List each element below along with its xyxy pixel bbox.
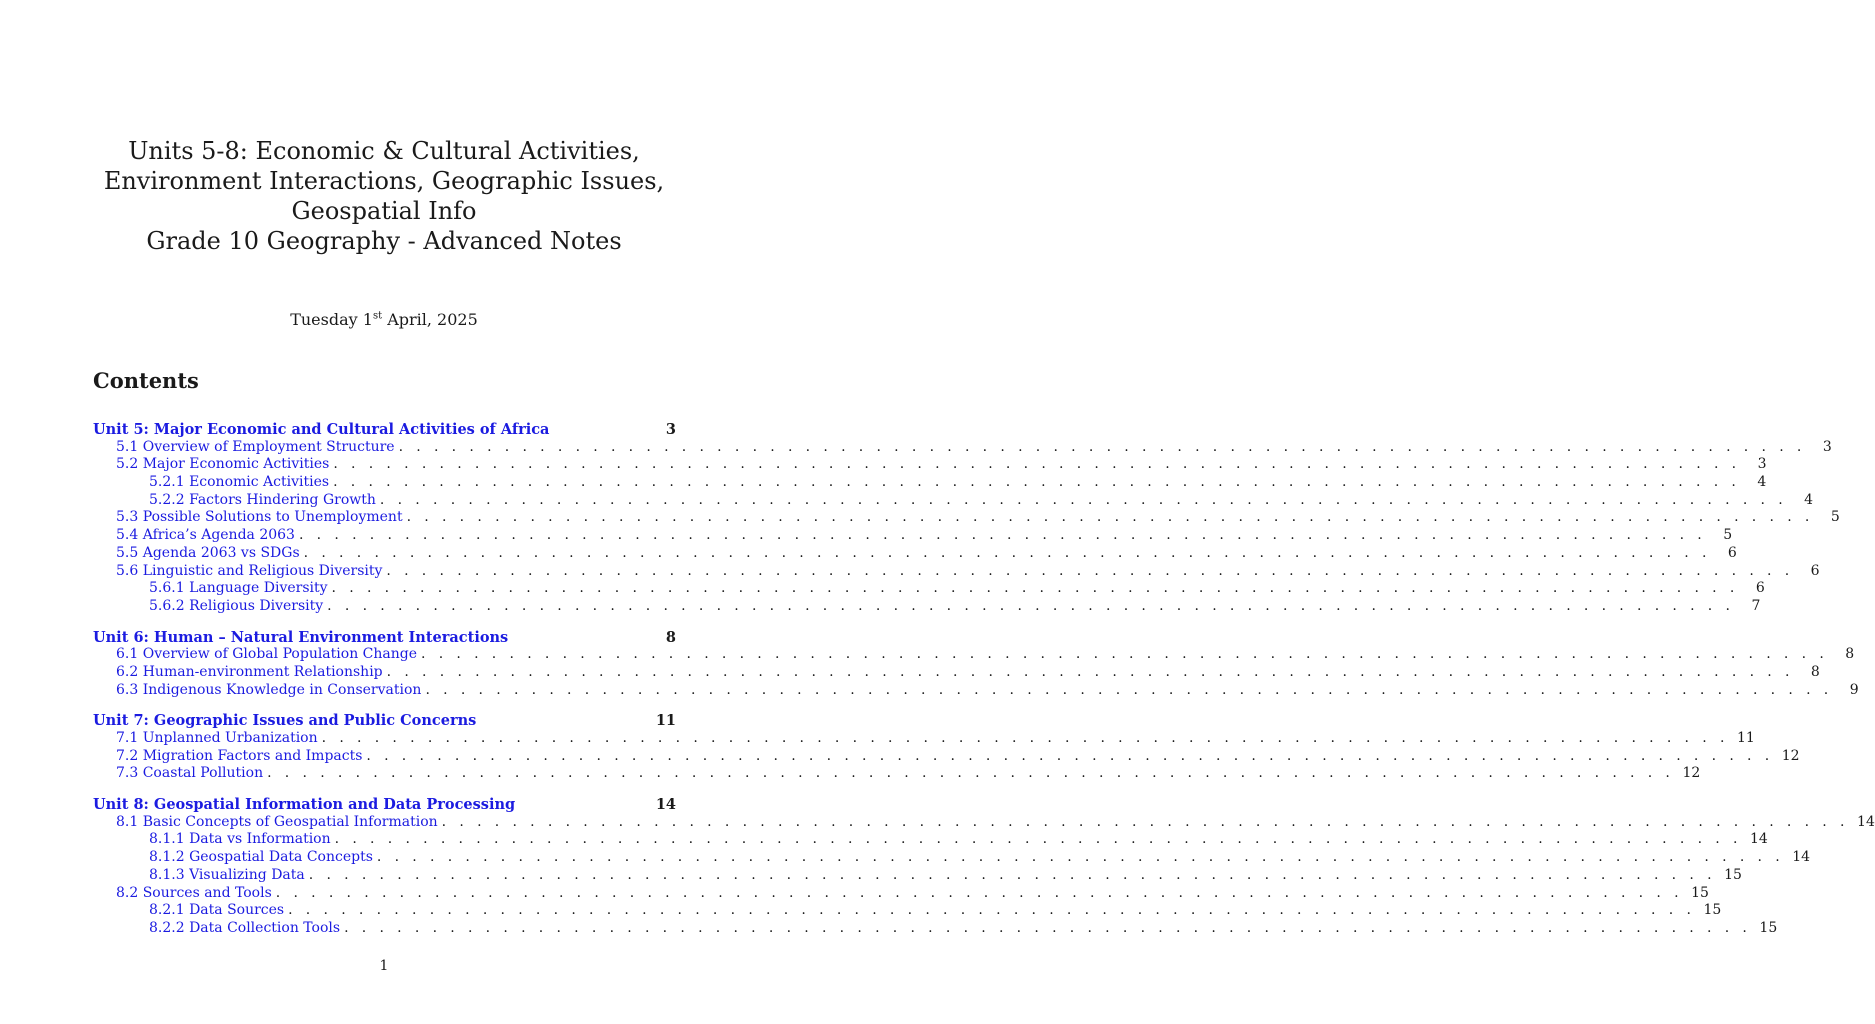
toc-page-number: 14 [655,796,676,814]
toc-page-number: 12 [1682,765,1701,782]
toc-entry-link[interactable]: 5.2.2 Factors Hindering Growth [149,491,376,508]
toc-entry-link[interactable]: 8.1.3 Visualizing Data [149,866,305,883]
toc-leader-dots: . . . . . . . . . . . . . . . . . . . . . . . . . . . . . . . . . . . . . . . . . . . . . . . . . . . . . . . . . . . . . . . . . . . . . . . . . . . . . . . . [331,580,1739,597]
toc-page-number: 3 [1757,456,1767,473]
toc-unit-block [93,628,1859,700]
page-number: 1 [379,958,389,974]
document-title [0,136,768,256]
toc-page-number: 11 [655,712,676,730]
toc-entry-link[interactable]: 5.1 Overview of Employment Structure [116,438,395,455]
toc-leader-dots: . . . . . . . . . . . . . . . . . . . . . . . . . . . . . . . . . . . . . . . . . . . . . . . . . . . . . . . . . . . . . . . . . . . . . . . . . . . . . . . . [366,747,1774,764]
toc-page-number: 3 [665,421,676,438]
toc-section-entry[interactable] [93,527,1733,545]
toc-page-number: 14 [1750,831,1768,848]
toc-entry-link[interactable]: 7.1 Unplanned Urbanization [116,730,318,746]
toc-entry-link[interactable]: 5.5 Agenda 2063 vs SDGs [116,544,300,561]
toc-page-number: 15 [1703,902,1722,919]
title-line: Grade 10 Geography - Advanced Notes [146,227,622,255]
toc-page-number: 15 [1759,919,1778,936]
document-date [0,310,768,329]
toc-section-entry[interactable] [93,813,1875,832]
toc-entry-link[interactable]: 6.3 Indigenous Knowledge in Conservation [116,681,422,698]
toc-subsection-entry[interactable] [93,866,1742,885]
toc-entry-link[interactable]: 8.1.2 Geospatial Data Concepts [149,849,373,866]
toc-leader-dots: . . . . . . . . . . . . . . . . . . . . . . . . . . . . . . . . . . . . . . . . . . . . . . . . . . . . . . . . . . . . . . . . . . . . . . . . . . . . . . . . [441,813,1849,830]
toc-subsection-entry[interactable] [93,491,1814,510]
toc-leader-dots: . . . . . . . . . . . . . . . . . . . . . . . . . . . . . . . . . . . . . . . . . . . . . . . . . . . . . . . . . . . . . . . . . . . . . . . . . . . . . . . . [303,544,1711,561]
toc-page-number: 3 [1822,438,1832,455]
contents-heading: Contents [93,368,199,393]
toc-subsection-entry[interactable] [93,580,1765,598]
toc-leader-dots: . . . . . . . . . . . . . . . . . . . . . . . . . . . . . . . . . . . . . . . . . . . . . . . . . . . . . . . . . . . . . . . . . . . . . . . . . . . . . . . . [386,663,1794,680]
toc-entry-link[interactable]: 7.2 Migration Factors and Impacts [116,747,363,764]
toc-entry-link[interactable]: 8.1.1 Data vs Information [149,831,331,848]
toc-unit-block [93,712,1800,783]
toc-entry-link[interactable]: 8.2 Sources and Tools [116,884,272,901]
toc-entry-link[interactable]: 7.3 Coastal Pollution [116,765,264,782]
toc-unit-block [93,421,1840,616]
date-weekday: Tuesday 1 [290,310,373,329]
toc-section-entry[interactable] [93,884,1709,903]
toc-section-entry[interactable] [93,562,1820,581]
toc-unit-block [93,796,1875,938]
toc-unit-entry[interactable] [93,712,676,730]
toc-page-number: 9 [1849,681,1859,698]
toc-entry-link[interactable]: 5.3 Possible Solutions to Unemployment [116,509,403,526]
toc-entry-link[interactable]: 5.2 Major Economic Activities [116,456,330,473]
toc-leader-dots: . . . . . . . . . . . . . . . . . . . . . . . . . . . . . . . . . . . . . . . . . . . . . . . . . . . . . . . . . . . . . . . . . . . . . . . . . . . . . . . . [398,438,1806,455]
toc-entry-link[interactable]: 8.2.1 Data Sources [149,902,285,919]
toc-leader-dots: . . . . . . . . . . . . . . . . . . . . . . . . . . . . . . . . . . . . . . . . . . . . . . . . . . . . . . . . . . . . . . . . . . . . . . . . . . . . . . . . [333,456,1741,473]
toc-entry-link[interactable]: 5.6.2 Religious Diversity [149,597,324,614]
toc-unit-link[interactable]: Unit 6: Human – Natural Environment Interactions [93,628,509,646]
toc-leader-dots: . . . . . . . . . . . . . . . . . . . . . . . . . . . . . . . . . . . . . . . . . . . . . . . . . . . . . . . . . . . . . . . . . . . . . . . . . . . . . . . . [379,491,1788,508]
date-suffix: st [372,310,383,322]
toc-entry-link[interactable]: 5.6.1 Language Diversity [149,580,328,597]
toc-entry-link[interactable]: 8.1 Basic Concepts of Geospatial Information [116,813,438,830]
toc-page-number: 6 [1755,580,1765,597]
toc-section-entry[interactable] [93,730,1755,748]
toc-page-number: 7 [1751,597,1761,614]
toc-leader-dots: . . . . . . . . . . . . . . . . . . . . . . . . . . . . . . . . . . . . . . . . . . . . . . . . . . . . . . . . . . . . . . . . . . . . . . . . . . . . . . . . [425,681,1833,698]
toc-page-number: 5 [1830,509,1840,526]
toc-page-number: 15 [1724,866,1742,883]
toc-page-number: 14 [1857,813,1875,830]
toc-subsection-entry[interactable] [93,597,1761,616]
toc-subsection-entry[interactable] [93,919,1778,938]
toc-section-entry[interactable] [93,663,1820,682]
toc-section-entry[interactable] [93,544,1737,563]
toc-section-entry[interactable] [93,747,1800,766]
title-line: Environment Interactions, Geographic Issues, [103,167,665,195]
toc-section-entry[interactable] [93,509,1840,527]
toc-leader-dots: . . . . . . . . . . . . . . . . . . . . . . . . . . . . . . . . . . . . . . . . . . . . . . . . . . . . . . . . . . . . . . . . . . . . . . . . . . . . . . . . [288,902,1696,919]
toc-subsection-entry[interactable] [93,902,1722,920]
toc-leader-dots: . . . . . . . . . . . . . . . . . . . . . . . . . . . . . . . . . . . . . . . . . . . . . . . . . . . . . . . . . . . . . . . . . . . . . . . . . . . . . . . . [334,831,1742,848]
toc-entry-link[interactable]: 8.2.2 Data Collection Tools [149,919,341,936]
toc-entry-link[interactable]: 6.2 Human-environment Relationship [116,663,383,680]
toc-page-number: 4 [1804,491,1814,508]
toc-unit-entry[interactable] [93,629,676,647]
toc-page-number: 6 [1727,544,1737,561]
toc-leader-dots: . . . . . . . . . . . . . . . . . . . . . . . . . . . . . . . . . . . . . . . . . . . . . . . . . . . . . . . . . . . . . . . . . . . . . . . . . . . . . . . . [267,765,1675,782]
toc-subsection-entry[interactable] [93,831,1768,849]
toc-page-number: 6 [1810,562,1820,579]
title-line: Units 5-8: Economic & Cultural Activities, [128,137,640,165]
toc-section-entry[interactable] [93,456,1767,474]
toc-entry-link[interactable]: 5.4 Africa’s Agenda 2063 [116,527,295,544]
toc-page-number: 8 [665,628,676,646]
toc-section-entry[interactable] [93,681,1859,700]
toc-unit-link[interactable]: Unit 8: Geospatial Information and Data Processing [93,796,516,814]
toc-subsection-entry[interactable] [93,474,1767,492]
toc-unit-entry[interactable] [93,796,676,814]
toc-leader-dots: . . . . . . . . . . . . . . . . . . . . . . . . . . . . . . . . . . . . . . . . . . . . . . . . . . . . . . . . . . . . . . . . . . . . . . . . . . . . . . . . [344,919,1752,936]
toc-section-entry[interactable] [93,438,1832,457]
toc-entry-link[interactable]: 6.1 Overview of Global Population Change [116,646,417,663]
toc-leader-dots: . . . . . . . . . . . . . . . . . . . . . . . . . . . . . . . . . . . . . . . . . . . . . . . . . . . . . . . . . . . . . . . . . . . . . . . . . . . . . . . . [406,509,1814,526]
toc-leader-dots: . . . . . . . . . . . . . . . . . . . . . . . . . . . . . . . . . . . . . . . . . . . . . . . . . . . . . . . . . . . . . . . . . . . . . . . . . . . . . . . . [327,597,1735,614]
table-of-contents [93,421,1875,951]
toc-page-number: 12 [1781,747,1800,764]
toc-unit-link[interactable]: Unit 5: Major Economic and Cultural Activities of Africa [93,421,550,438]
toc-page-number: 15 [1691,884,1709,901]
toc-subsection-entry[interactable] [93,849,1811,867]
toc-unit-link[interactable]: Unit 7: Geographic Issues and Public Concerns [93,712,477,730]
toc-page-number: 5 [1723,527,1733,544]
toc-leader-dots: . . . . . . . . . . . . . . . . . . . . . . . . . . . . . . . . . . . . . . . . . . . . . . . . . . . . . . . . . . . . . . . . . . . . . . . . . . . . . . . . [275,884,1683,901]
toc-leader-dots: . . . . . . . . . . . . . . . . . . . . . . . . . . . . . . . . . . . . . . . . . . . . . . . . . . . . . . . . . . . . . . . . . . . . . . . . . . . . . . . . [333,474,1741,491]
toc-leader-dots: . . . . . . . . . . . . . . . . . . . . . . . . . . . . . . . . . . . . . . . . . . . . . . . . . . . . . . . . . . . . . . . . . . . . . . . . . . . . . . . . [308,866,1716,883]
toc-leader-dots: . . . . . . . . . . . . . . . . . . . . . . . . . . . . . . . . . . . . . . . . . . . . . . . . . . . . . . . . . . . . . . . . . . . . . . . . . . . . . . . . [421,646,1829,663]
toc-entry-link[interactable]: 5.2.1 Economic Activities [149,474,330,491]
toc-leader-dots: . . . . . . . . . . . . . . . . . . . . . . . . . . . . . . . . . . . . . . . . . . . . . . . . . . . . . . . . . . . . . . . . . . . . . . . . . . . . . . . . [321,730,1729,746]
title-line: Geospatial Info [291,197,477,225]
toc-page-number: 8 [1810,663,1820,680]
toc-leader-dots: . . . . . . . . . . . . . . . . . . . . . . . . . . . . . . . . . . . . . . . . . . . . . . . . . . . . . . . . . . . . . . . . . . . . . . . . . . . . . . . . [298,527,1707,544]
toc-page-number: 8 [1845,646,1855,663]
toc-section-entry[interactable] [93,646,1855,664]
toc-page-number: 14 [1792,849,1811,866]
toc-section-entry[interactable] [93,765,1701,783]
toc-entry-link[interactable]: 5.6 Linguistic and Religious Diversity [116,562,383,579]
date-rest: April, 2025 [387,310,478,329]
toc-page-number: 11 [1736,730,1755,746]
toc-leader-dots: . . . . . . . . . . . . . . . . . . . . . . . . . . . . . . . . . . . . . . . . . . . . . . . . . . . . . . . . . . . . . . . . . . . . . . . . . . . . . . . . [386,562,1794,579]
toc-unit-entry[interactable] [93,421,676,439]
toc-leader-dots: . . . . . . . . . . . . . . . . . . . . . . . . . . . . . . . . . . . . . . . . . . . . . . . . . . . . . . . . . . . . . . . . . . . . . . . . . . . . . . . . [376,849,1785,866]
toc-page-number: 4 [1757,474,1767,491]
